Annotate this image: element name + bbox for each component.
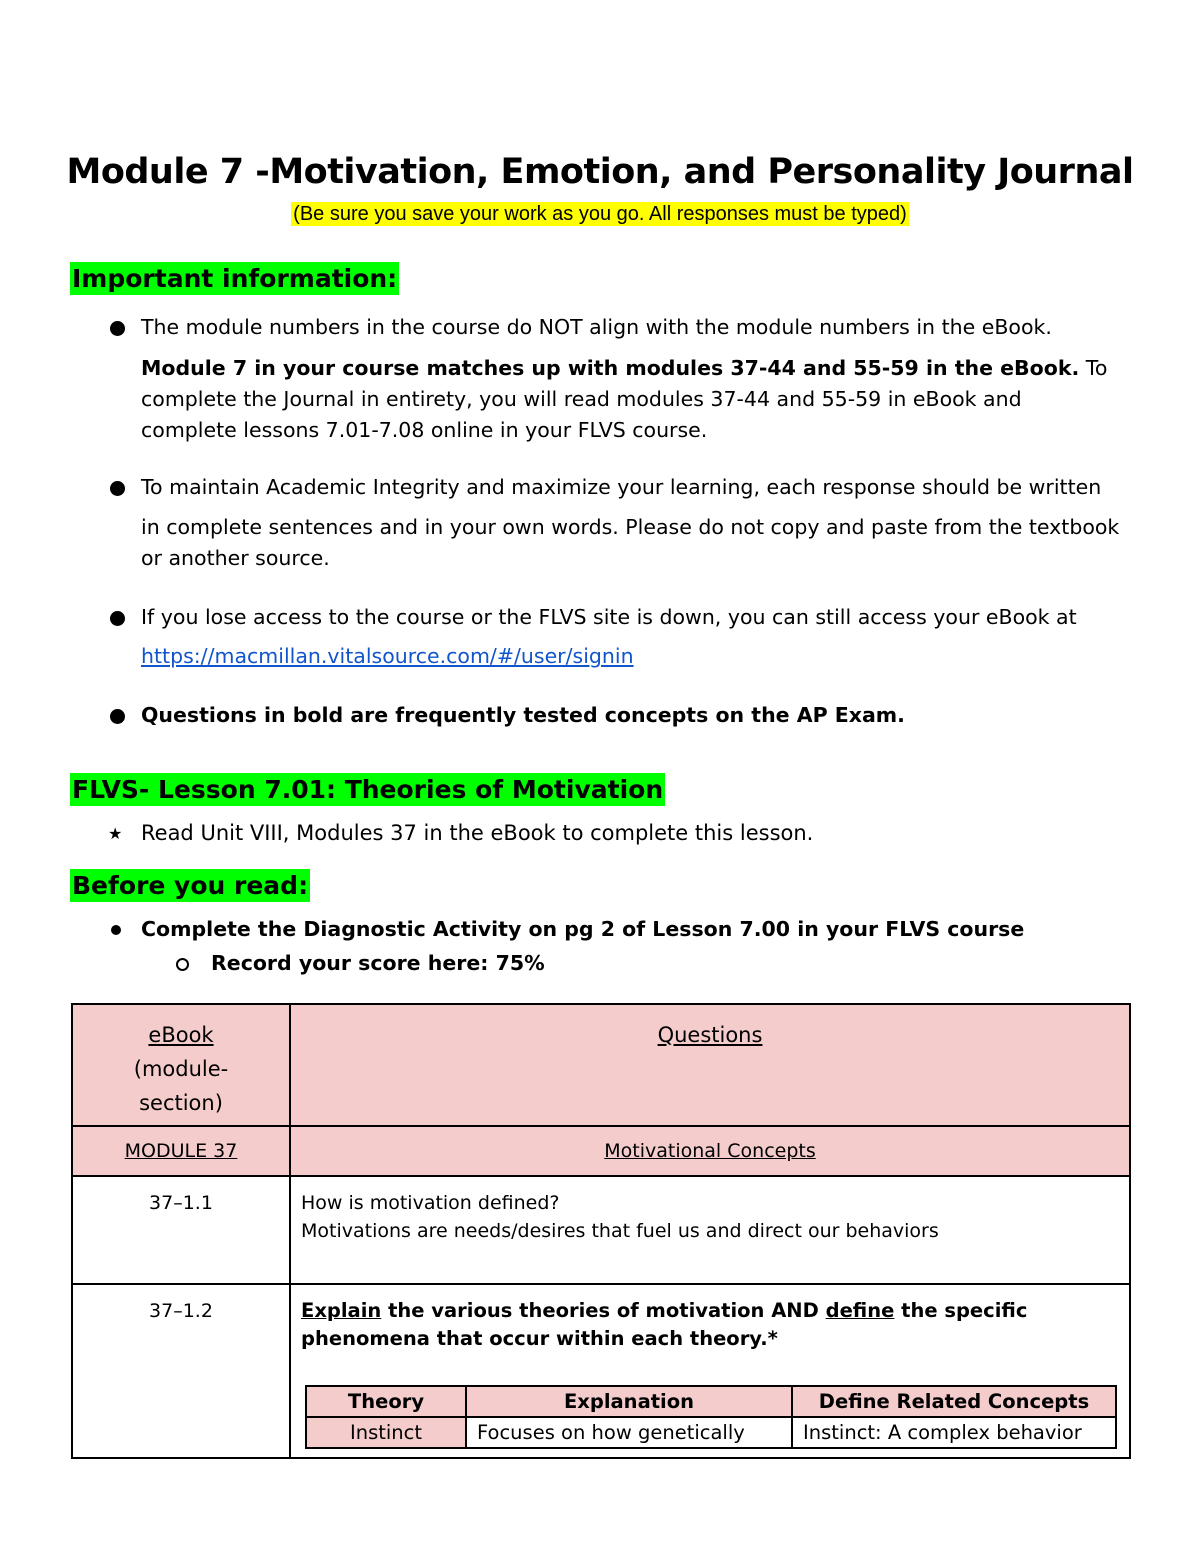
score-item [211,948,1200,979]
table-row [72,1284,1130,1458]
bullet-icon [110,709,125,724]
circle-bullet-icon [176,958,189,971]
question-cell [290,1284,1130,1458]
bullet-module-numbers [141,312,1141,446]
questions-column-header [290,1004,1130,1126]
header-text: eBook [148,1023,214,1047]
header-text: section) [139,1091,223,1115]
theories-table [305,1385,1117,1449]
lesson-heading: FLVS- Lesson 7.01: Theories of Motivation [72,775,664,804]
header-text: Questions [657,1023,763,1047]
table-header-row [72,1004,1130,1126]
document-subtitle: (Be sure you save your work as you go. All responses must be typed) [293,203,907,225]
answer-text[interactable]: Motivations are needs/desires that fuel us and direct our behaviors [301,1220,939,1242]
header-text: (module- [133,1057,229,1081]
bullet-text-line [141,353,1141,384]
theories-header-row [306,1386,1116,1417]
module-title-cell [290,1126,1130,1176]
important-heading-wrap [70,264,399,293]
section-cell: 37–1.2 [72,1284,290,1458]
before-heading-wrap [70,871,310,900]
bullet-text: or another source. [141,546,330,570]
diagnostic-item [141,914,1141,945]
bullet-icon [110,321,125,336]
module-label: MODULE 37 [124,1140,238,1162]
bullet-academic-integrity [141,472,1141,574]
bullet-text: in complete sentences and in your own words. Please do not copy and paste from the textbook [141,515,1120,539]
question-text-part: the specific phenomena that occur within each theory.* [301,1299,1028,1350]
bullet-text: The module numbers in the course do NOT align with the module numbers in the eBook. [141,315,1052,339]
bullet-ebook-access [141,602,1141,672]
bullet-text: complete lessons 7.01-7.08 online in your FLVS course. [141,418,708,442]
bullet-text: If you lose access to the course or the FLVS site is down, you can still access your eBook at [141,605,1077,629]
section-cell: 37–1.1 [72,1176,290,1284]
module-title: Motivational Concepts [604,1140,816,1162]
explanation-header: Explanation [466,1386,792,1417]
bullet-bold-note [141,700,1141,731]
before-heading: Before you read: [72,871,309,900]
lesson-heading-wrap [70,775,665,804]
star-bullet-icon: ★ [108,826,123,843]
bold-text: Record your score here: 75% [211,951,545,975]
bold-text: Complete the Diagnostic Activity on pg 2 of Lesson 7.00 in your FLVS course [141,917,1025,941]
ebook-column-header [72,1004,290,1126]
bullet-icon [110,611,125,626]
explanation-cell[interactable]: Focuses on how genetically [466,1417,792,1448]
question-cell [290,1176,1130,1284]
ebook-link[interactable]: https://macmillan.vitalsource.com/#/user/signin [141,644,634,668]
module-label-cell [72,1126,290,1176]
theory-header: Theory [306,1386,466,1417]
theory-cell: Instinct [306,1417,466,1448]
bold-text: Module 7 in your course matches up with modules 37-44 and 55-59 in the eBook. [141,356,1080,380]
define-word: define [825,1299,895,1322]
question-text-part: the various theories of motivation AND [381,1299,826,1322]
bold-text: Questions in bold are frequently tested concepts on the AP Exam. [141,703,905,727]
explain-word: Explain [301,1299,382,1322]
bullet-text: To [1079,356,1108,380]
theories-row [306,1417,1116,1448]
bullet-text: complete the Journal in entirety, you will read modules 37-44 and 55-59 in eBook and [141,387,1022,411]
bullet-icon [110,481,125,496]
concepts-cell[interactable]: Instinct: A complex behavior [792,1417,1116,1448]
concepts-header: Define Related Concepts [792,1386,1116,1417]
question-text [301,1297,1119,1353]
document-title: Module 7 -Motivation, Emotion, and Personality Journal [66,152,1134,192]
question-text: How is motivation defined? [301,1192,560,1214]
read-note: Read Unit VIII, Modules 37 in the eBook to complete this lesson. [141,821,814,845]
bullet-text: To maintain Academic Integrity and maximize your learning, each response should be written [141,475,1102,499]
bullet-icon [111,925,121,935]
subtitle-wrap [0,203,1200,226]
questions-table [71,1003,1131,1459]
module-row [72,1126,1130,1176]
important-heading: Important information: [72,264,398,293]
table-row [72,1176,1130,1284]
